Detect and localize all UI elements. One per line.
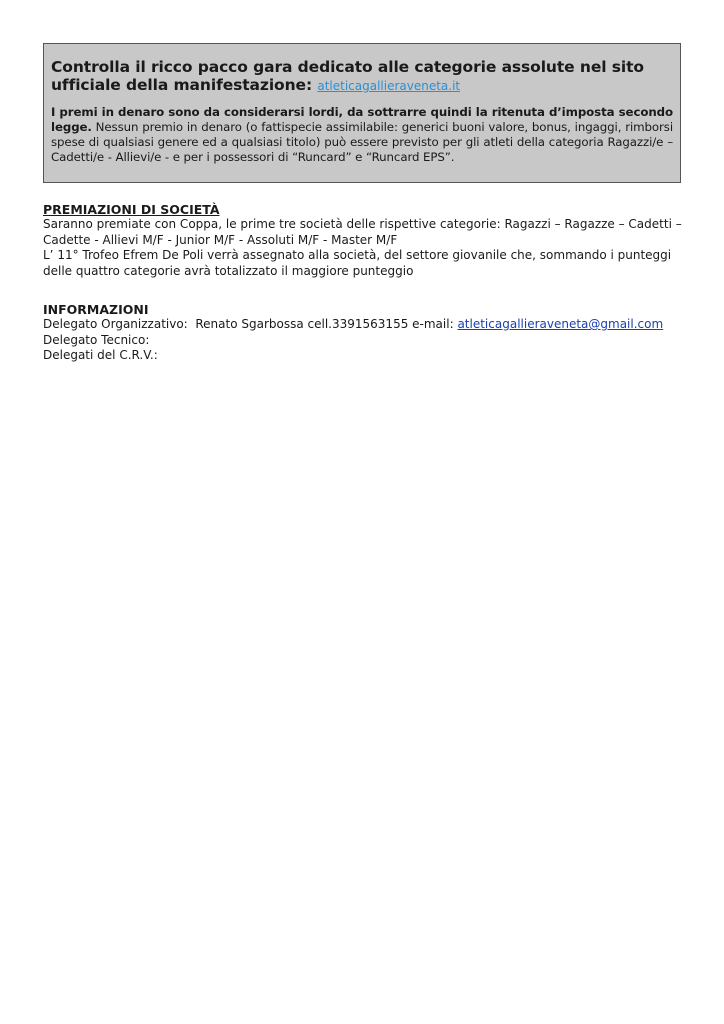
official-site-link[interactable]: atleticagallieraveneta.it: [317, 79, 461, 93]
info-section: [43, 302, 687, 364]
organizer-label: Delegato Organizzativo:: [43, 317, 188, 331]
info-title: INFORMAZIONI: [43, 302, 149, 317]
society-awards-title: PREMIAZIONI DI SOCIETÀ: [43, 202, 220, 217]
technical-delegate-line: Delegato Tecnico:: [43, 332, 150, 347]
organizer-line: [43, 317, 687, 333]
society-awards-paragraph-2: L’ 11° Trofeo Efrem De Poli verrà assegnato alla società, del settore giovanile che, sommando i punteggi delle quattro categorie avrà totalizzato il maggiore punteggio: [43, 248, 672, 278]
notice-headline-text: Controlla il ricco pacco gara dedicato alle categorie assolute nel sito ufficiale della manifestazione:: [51, 58, 644, 94]
notice-body-rest: Nessun premio in denaro (o fattispecie assimilabile: generici buoni valore, bonus, ingaggi, rimborsi spese di qualsiasi genere ed a qualsiasi titolo) può essere previsto per gli atleti della categoria Ragazzi/e – Cadetti/e - Allievi/e - e per i possessori di “Runcard” e “Runcard EPS”.: [51, 120, 673, 164]
society-awards-paragraph-1: Saranno premiate con Coppa, le prime tre società delle rispettive categorie: Ragazzi – Ragazze – Cadetti – Cadette - Allievi M/F - Junior M/F - Assoluti M/F - Master M/F: [43, 217, 682, 247]
notice-headline: [51, 58, 673, 95]
notice-body-bold: I premi in denaro sono da considerarsi lordi, da sottrarre quindi la ritenuta d’imposta secondo legge.: [51, 105, 673, 134]
notice-body: [51, 105, 673, 165]
society-awards-section: [43, 202, 687, 279]
organizer-email-link[interactable]: atleticagallieraveneta@gmail.com: [457, 317, 664, 331]
prize-notice-box: [43, 43, 681, 183]
crv-delegates-line: Delegati del C.R.V.:: [43, 348, 158, 362]
organizer-value: Renato Sgarbossa cell.3391563155 e-mail:: [195, 317, 454, 331]
